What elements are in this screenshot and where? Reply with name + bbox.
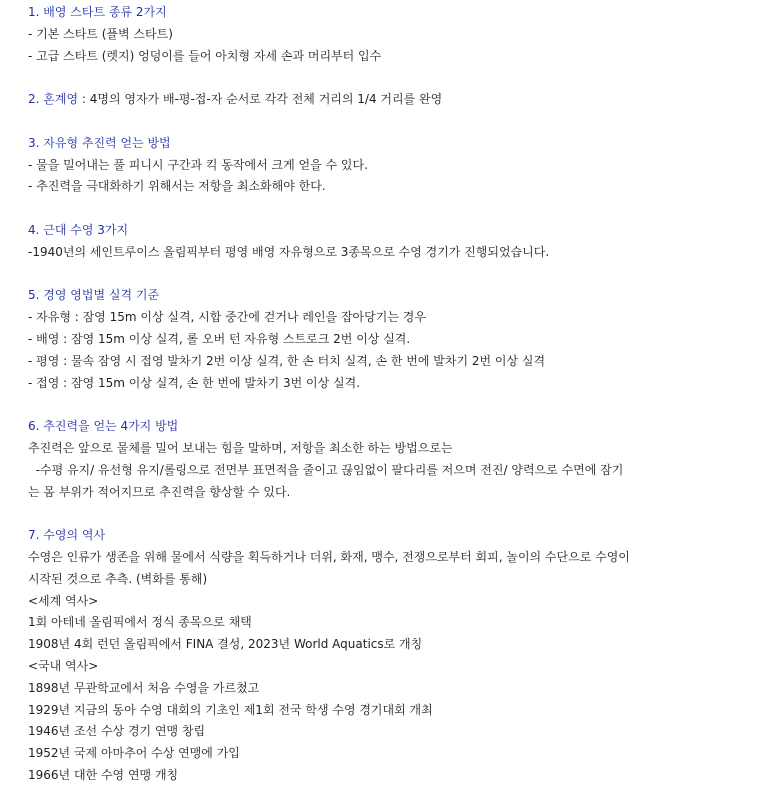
section-6-body: -수평 유지/ 유선형 유지/롤링으로 전면부 표면적을 줄이고 끊임없이 팔다리를 저으며 전진/ 양력으로 수면에 잠기: [28, 462, 624, 477]
section-5-line: - 배영 : 잠영 15m 이상 실격, 롤 오버 턴 자유형 스트로크 2번 이상 실격.: [28, 331, 411, 346]
korea-history-item: 1929년 지금의 동아 수영 대회의 기초인 제1회 전국 학생 수영 경기대회 개최: [28, 702, 433, 717]
section-2-text: : 4명의 영자가 배-평-접-자 순서로 각각 전체 거리의 1/4 거리를 완영: [78, 92, 443, 107]
korea-history-item: 1952년 국제 아마추어 수상 연맹에 가입: [28, 746, 240, 761]
section-5-line: - 접영 : 잠영 15m 이상 실격, 손 한 번에 발차기 3번 이상 실격.: [28, 375, 361, 390]
spacer: [28, 67, 748, 89]
section-6-body: 는 몸 부위가 적어지므로 추진력을 향상할 수 있다.: [28, 484, 291, 499]
spacer: [28, 503, 748, 525]
spacer: [28, 111, 748, 133]
section-7-title: 7. 수영의 역사: [28, 528, 106, 543]
korea-history-item: 1966년 대한 수영 연맹 개칭: [28, 767, 179, 782]
section-7-intro: 수영은 인류가 생존을 위해 물에서 식량을 획득하거나 더위, 화재, 맹수, 전쟁으로부터 회피, 놀이의 수단으로 수영이: [28, 549, 630, 564]
section-4-line: -1940년의 세인트루이스 올림픽부터 평영 배영 자유형으로 3종목으로 수영 경기가 진행되었습니다.: [28, 244, 550, 259]
section-5-title: 5. 경영 영법별 실격 기준: [28, 288, 160, 303]
document-body: [28, 2, 748, 787]
korea-history-item: 1946년 조선 수상 경기 연맹 창립: [28, 724, 206, 739]
section-6-title: 6. 추진력을 얻는 4가지 방법: [28, 419, 179, 434]
world-history-label: <세계 역사>: [28, 593, 99, 608]
spacer: [28, 264, 748, 286]
section-1-line: - 고급 스타트 (렛지) 엉덩이를 들어 아치형 자세 손과 머리부터 입수: [28, 48, 382, 63]
korea-history-label: <국내 역사>: [28, 658, 99, 673]
section-1-title: 1. 배영 스타트 종류 2가지: [28, 5, 167, 19]
spacer: [28, 394, 748, 416]
section-3-title: 3. 자유형 추진력 얻는 방법: [28, 135, 171, 150]
section-5-line: - 평영 : 물속 잠영 시 접영 발차기 2번 이상 실격, 한 손 터치 실격, 손 한 번에 발차기 2번 이상 실격: [28, 353, 546, 368]
spacer: [28, 198, 748, 220]
korea-history-item: 1898년 무관학교에서 처음 수영을 가르쳤고: [28, 680, 260, 695]
section-3-line: - 물을 밀어내는 풀 피니시 구간과 킥 동작에서 크게 얻을 수 있다.: [28, 157, 368, 172]
section-7-intro: 시작된 것으로 추측. (벽화를 통해): [28, 571, 208, 586]
section-2-title: 2. 혼계영: [28, 92, 79, 107]
world-history-item: 1908년 4회 런던 올림픽에서 FINA 결성, 2023년 World Aquatics로 개칭: [28, 637, 423, 652]
section-1-line: - 기본 스타트 (플벽 스타트): [28, 26, 173, 41]
world-history-item: 1회 아테네 올림픽에서 정식 종목으로 채택: [28, 615, 252, 630]
section-2-row: [28, 89, 748, 111]
section-6-intro: 추진력은 앞으로 물체를 밀어 보내는 힘을 말하며, 저항을 최소한 하는 방법으로는: [28, 440, 453, 455]
section-4-title: 4. 근대 수영 3가지: [28, 222, 129, 237]
section-5-line: - 자유형 : 잠영 15m 이상 실격, 시합 중간에 걷거나 레인을 잡아당기는 경우: [28, 310, 426, 325]
section-3-line: - 추진력을 극대화하기 위해서는 저항을 최소화해야 한다.: [28, 179, 326, 194]
